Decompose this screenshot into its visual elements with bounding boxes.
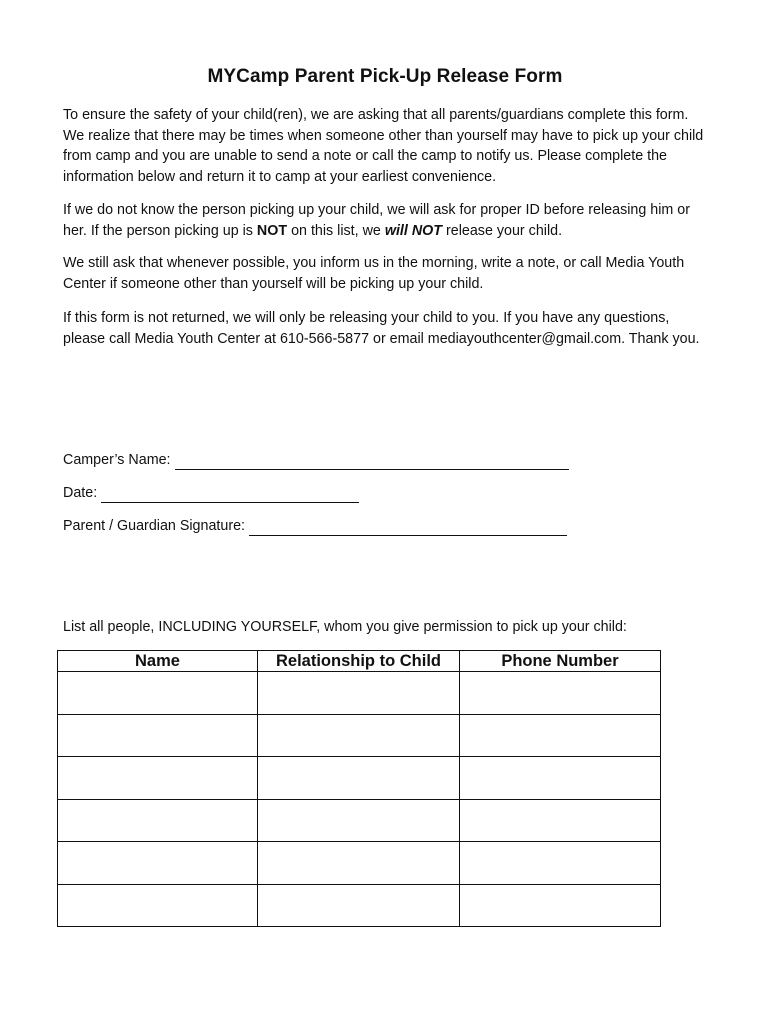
return-paragraph: If this form is not returned, we will only be releasing your child to you. If you have any questions, please call Media Youth Center at 610-566-5877 or email mediayouthcenter@gmail.com. Thank you. xyxy=(63,310,700,347)
relationship-cell[interactable] xyxy=(258,884,460,927)
phone-cell[interactable] xyxy=(460,884,661,927)
inform-paragraph: We still ask that whenever possible, you inform us in the morning, write a note, or call Media Youth Center if someone other than yourself will be picking up your child. xyxy=(63,255,685,292)
signature-field xyxy=(63,516,567,536)
signature-blank[interactable] xyxy=(249,521,567,536)
name-cell[interactable] xyxy=(58,799,258,842)
table-row xyxy=(58,884,661,927)
table-row xyxy=(58,799,661,842)
camper-name-blank[interactable] xyxy=(175,455,569,470)
id-policy-paragraph xyxy=(63,200,713,241)
table-row xyxy=(58,672,661,715)
name-cell[interactable] xyxy=(58,842,258,885)
phone-cell[interactable] xyxy=(460,842,661,885)
id-policy-not-emphasis: NOT xyxy=(256,222,288,239)
id-policy-text-1: If we do not know the person picking up your child, we will ask for proper ID before releasing him or her. If the person picking up is xyxy=(63,202,690,239)
phone-cell[interactable] xyxy=(460,799,661,842)
header-phone: Phone Number xyxy=(460,651,661,672)
date-field xyxy=(63,483,359,503)
date-blank[interactable] xyxy=(101,488,359,503)
relationship-cell[interactable] xyxy=(258,799,460,842)
relationship-cell[interactable] xyxy=(258,672,460,715)
name-cell[interactable] xyxy=(58,884,258,927)
intro-paragraph: To ensure the safety of your child(ren), we are asking that all parents/guardians complete this form. We realize that there may be times when someone other than yourself may have to pick up your child from camp and you are unable to send a note or call the camp to notify us. Please complete the information below and return it to camp at your earliest convenience. xyxy=(63,107,704,185)
camper-name-label: Camper’s Name: xyxy=(63,452,171,468)
id-policy-text-2: on this list, we xyxy=(287,222,385,239)
header-relationship: Relationship to Child xyxy=(258,651,460,672)
name-cell[interactable] xyxy=(58,757,258,800)
table-header-row xyxy=(58,651,661,672)
id-policy-will-not-emphasis: will NOT xyxy=(384,222,443,239)
phone-cell[interactable] xyxy=(460,757,661,800)
relationship-cell[interactable] xyxy=(258,714,460,757)
name-cell[interactable] xyxy=(58,714,258,757)
authorized-people-table xyxy=(57,650,661,927)
table-row xyxy=(58,757,661,800)
header-name: Name xyxy=(58,651,258,672)
phone-cell[interactable] xyxy=(460,714,661,757)
people-list-intro: List all people, INCLUDING YOURSELF, whom you give permission to pick up your child: xyxy=(63,619,627,635)
date-label: Date: xyxy=(63,485,98,501)
id-policy-text-3: release your child. xyxy=(442,222,563,239)
table-row xyxy=(58,714,661,757)
form-title: MYCamp Parent Pick-Up Release Form xyxy=(207,66,563,87)
name-cell[interactable] xyxy=(58,672,258,715)
camper-name-field xyxy=(63,450,569,470)
table-row xyxy=(58,842,661,885)
relationship-cell[interactable] xyxy=(258,757,460,800)
relationship-cell[interactable] xyxy=(258,842,460,885)
signature-label: Parent / Guardian Signature: xyxy=(63,518,245,534)
phone-cell[interactable] xyxy=(460,672,661,715)
